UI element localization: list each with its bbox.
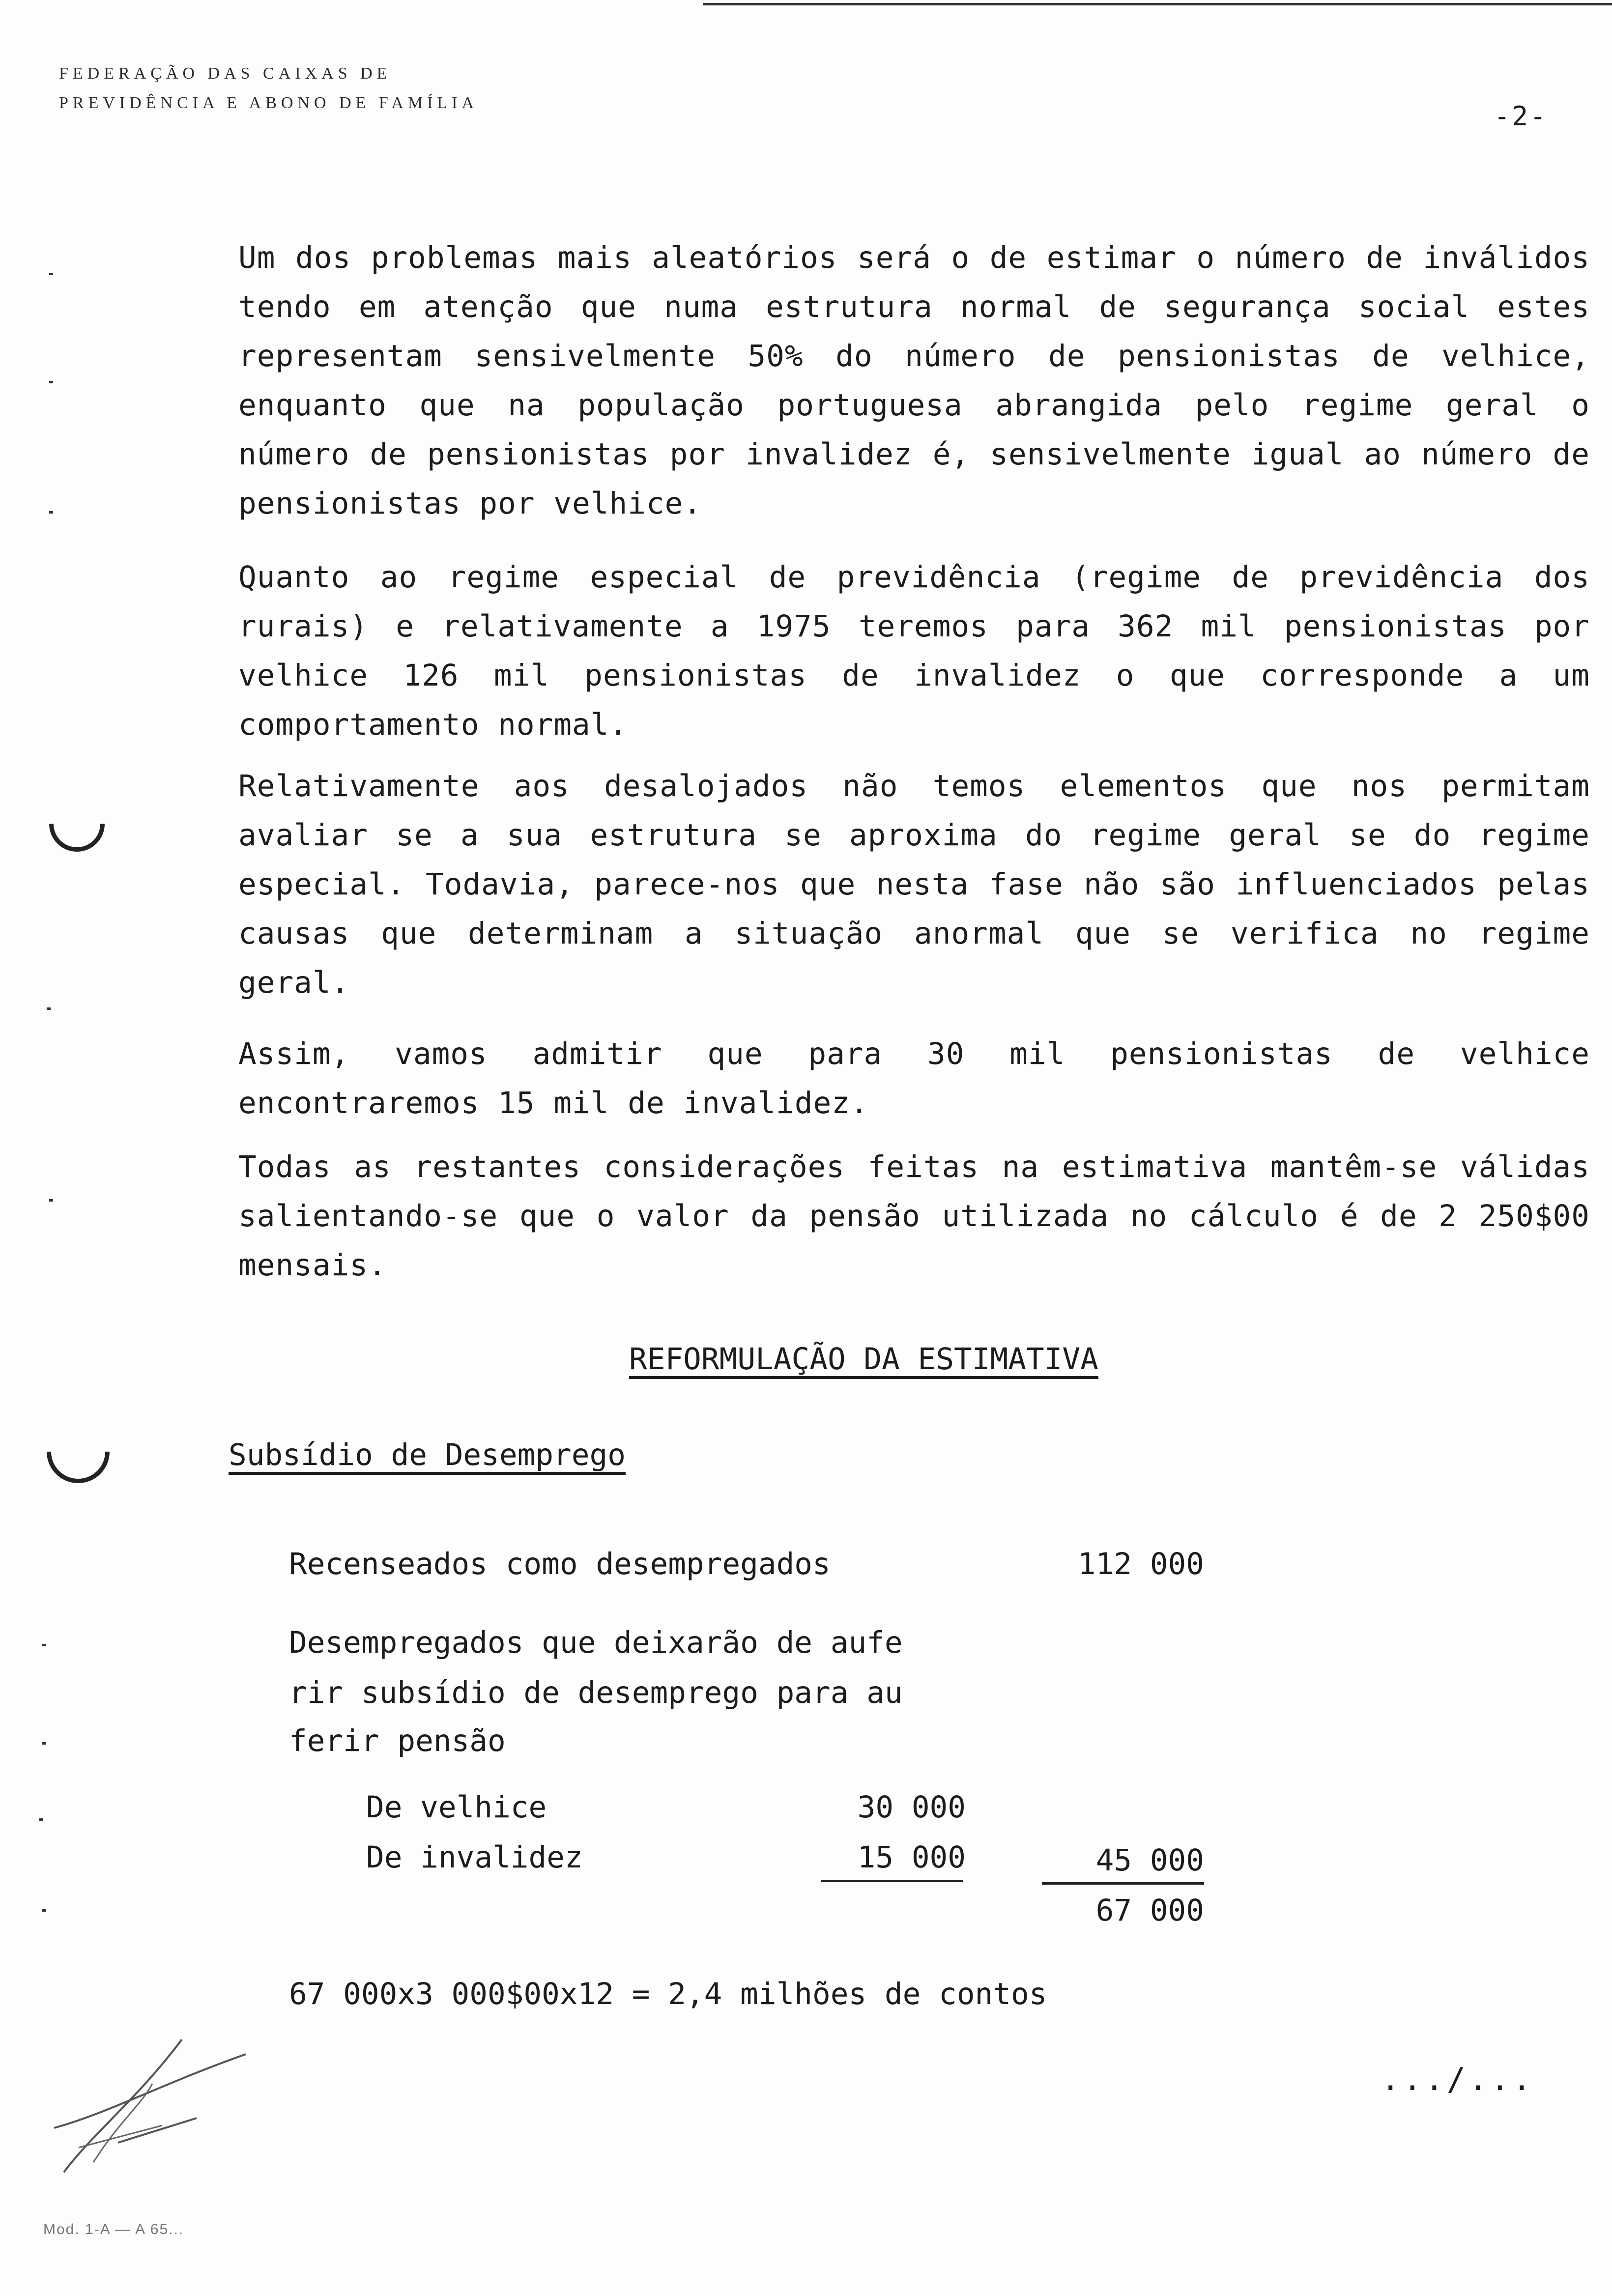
recenseados-label: Recenseados como desempregados — [289, 1547, 831, 1581]
section-title: REFORMULAÇÃO DA ESTIMATIVA — [629, 1342, 1098, 1377]
paragraph-3: Relativamente aos desalojados não temos elementos que nos permitam avaliar se a sua estrutura se aproxima do regime geral se do regime especial. Todavia, parece-nos que nesta fase não são influenciados pelas causas que determinam a situação anormal que se verifica no regime geral. — [238, 769, 1590, 1000]
margin-tick — [47, 1007, 51, 1010]
punch-hole-mark-upper — [38, 785, 116, 863]
desempregados-label-1: Desempregados que deixarão de aufe — [289, 1625, 903, 1660]
subtotal-value: 45 000 — [1095, 1843, 1204, 1878]
page-number: -2- — [1494, 101, 1548, 132]
letterhead — [59, 59, 478, 118]
invalidez-value: 15 000 — [857, 1840, 966, 1875]
top-rule — [703, 3, 1612, 5]
velhice-value: 30 000 — [857, 1790, 966, 1825]
paragraph-4: Assim, vamos admitir que para 30 mil pensionistas de velhice encontraremos 15 mil de invalidez. — [238, 1036, 1590, 1120]
margin-tick — [42, 1644, 46, 1646]
invalidez-underline — [821, 1880, 963, 1882]
formula: 67 000x3 000$00x12 = 2,4 milhões de contos — [289, 1977, 1047, 2011]
velhice-label: De velhice — [366, 1790, 547, 1825]
form-code: Mod. 1-A — A 65... — [43, 2221, 184, 2238]
signature — [34, 2025, 260, 2192]
result-value: 67 000 — [1095, 1893, 1204, 1928]
letterhead-line-2: PREVIDÊNCIA E ABONO DE FAMÍLIA — [59, 94, 479, 112]
margin-tick — [42, 1742, 46, 1745]
desempregados-label-3: ferir pensão — [289, 1723, 506, 1758]
margin-tick — [49, 1199, 53, 1202]
margin-tick — [42, 1909, 46, 1912]
invalidez-label: De invalidez — [366, 1840, 583, 1875]
margin-tick — [49, 273, 53, 275]
paragraph-1: Um dos problemas mais aleatórios será o de estimar o número de inválidos tendo em atenção que numa estrutura normal de segurança social estes representam sensivelmente 50% do número de pensionistas de velhice, enquanto que na população portuguesa abrangida pelo regime geral o número de pensionistas por invalidez é, sensivelmente igual ao número de pensionistas por velhice. — [238, 240, 1590, 521]
letterhead-line-1: FEDERAÇÃO DAS CAIXAS DE — [59, 64, 392, 83]
punch-hole-mark-lower — [33, 1407, 122, 1496]
margin-tick — [49, 511, 53, 514]
recenseados-value: 112 000 — [1077, 1547, 1204, 1581]
desempregados-label-2: rir subsídio de desemprego para au — [289, 1675, 903, 1710]
paragraph-2: Quanto ao regime especial de previdência (regime de previdência dos rurais) e relativamente a 1975 teremos para 362 mil pensionistas por velhice 126 mil pensionistas de invalidez o que corresponde a um comportamento normal. — [238, 560, 1590, 742]
margin-tick — [39, 1818, 43, 1821]
margin-tick — [49, 381, 53, 383]
paragraph-5: Todas as restantes considerações feitas na estimativa mantêm-se válidas salientando-se que o valor da pensão utilizada no cálculo é de 2 250$00 mensais. — [238, 1149, 1590, 1283]
subtotal-underline — [1042, 1882, 1204, 1885]
continuation-mark: .../... — [1381, 2062, 1534, 2098]
subsection-title: Subsídio de Desemprego — [229, 1437, 626, 1472]
